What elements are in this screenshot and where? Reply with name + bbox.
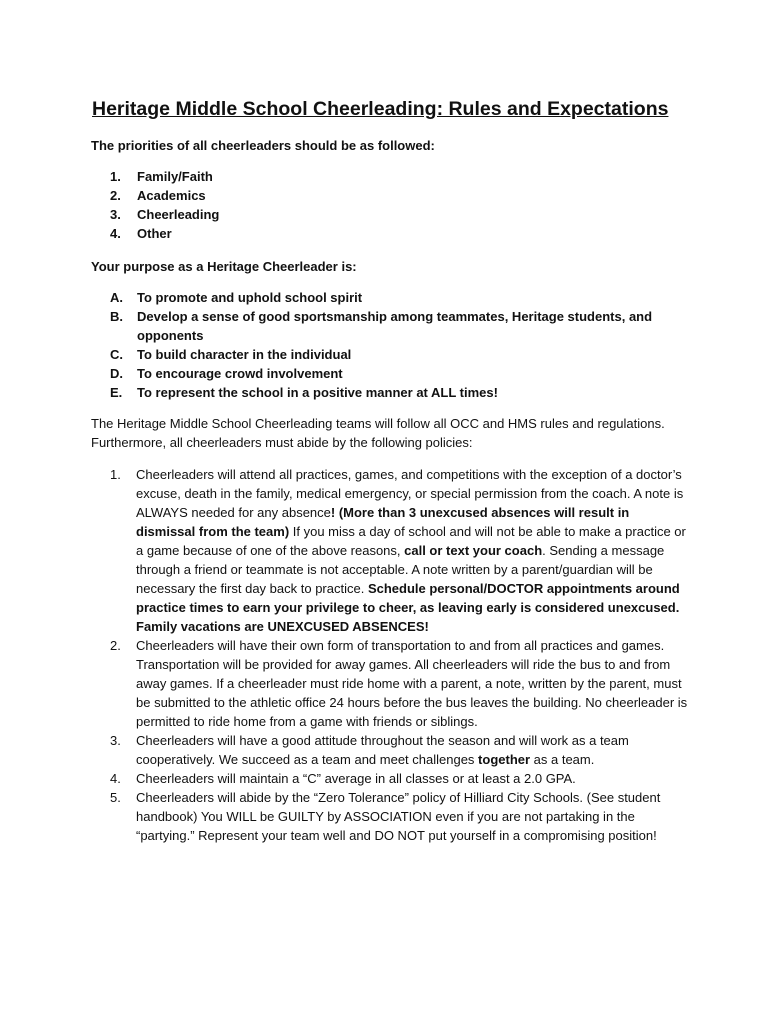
list-marker: 1. xyxy=(110,169,121,184)
list-marker: 5. xyxy=(110,790,121,805)
policy-item xyxy=(110,636,690,731)
priority-item xyxy=(110,167,219,186)
policy-text: Cheerleaders will abide by the “Zero Tolerance” policy of Hilliard City Schools. (See student handbook) You WILL be GUILTY by ASSOCIATION even if you are not partaking in the “partying.” Represent your team well and DO NOT put yourself in a compromising position! xyxy=(136,790,661,843)
priority-item xyxy=(110,224,219,243)
policy-text-part: as a team. xyxy=(530,752,595,767)
purpose-item xyxy=(110,288,670,307)
list-marker: 2. xyxy=(110,188,121,203)
purpose-item xyxy=(110,345,670,364)
list-item-text: Cheerleading xyxy=(137,207,220,222)
policy-text-bold: together xyxy=(478,752,531,767)
list-item-text: To encourage crowd involvement xyxy=(137,366,343,381)
list-item-text: To represent the school in a positive manner at ALL times! xyxy=(137,385,498,400)
purpose-item xyxy=(110,364,670,383)
policy-text-part: Cheerleaders will have a good attitude throughout the season and will work as a team cooperatively. We succeed as a team and meet challenges xyxy=(136,733,629,767)
list-marker: 3. xyxy=(110,733,121,748)
policy-text-bold: ! (More than 3 unexcused absences will result in dismissal from the team) xyxy=(136,505,630,539)
policy-text-part: If you miss a day of school and will not be able to make a practice or a game because of one of the above reasons, xyxy=(136,524,686,558)
list-marker: D. xyxy=(110,366,123,381)
priorities-list xyxy=(110,167,219,243)
list-marker: B. xyxy=(110,309,123,324)
policy-text-bold: Schedule personal/DOCTOR appointments around practice times to earn your privilege to cheer, as leaving early is considered unexcused. Family vacations are UNEXCUSED ABSENCES! xyxy=(136,581,680,634)
list-marker: A. xyxy=(110,290,123,305)
list-marker: E. xyxy=(110,385,123,400)
list-item-text: To build character in the individual xyxy=(137,347,352,362)
policy-item xyxy=(110,731,690,769)
policy-text-part: . Sending a message through a friend or teammate is not acceptable. A note written by a parent/guardian will be necessary the first day back to practice. xyxy=(136,543,665,596)
priority-item xyxy=(110,205,219,224)
list-item-text: Develop a sense of good sportsmanship among teammates, Heritage students, and opponents xyxy=(137,309,653,343)
list-marker: 4. xyxy=(110,771,121,786)
document-title: Heritage Middle School Cheerleading: Rules and Expectations xyxy=(92,98,669,120)
purpose-heading: Your purpose as a Heritage Cheerleader is: xyxy=(91,259,357,274)
policy-item xyxy=(110,788,690,845)
list-marker: 2. xyxy=(110,638,121,653)
policy-text xyxy=(136,465,690,636)
list-marker: 3. xyxy=(110,207,121,222)
policy-text: Cheerleaders will have their own form of transportation to and from all practices and games. Transportation will be provided for away games. All cheerleaders will ride the bus to and from away games. If a cheerleader must ride home with a parent, a note, written by the parent, must be submitted to the athletic office 24 hours before the bus leaves the building. No cheerleader is permitted to ride home from a game with friends or siblings. xyxy=(136,638,688,729)
purpose-list xyxy=(110,288,670,402)
policy-text: Cheerleaders will maintain a “C” average in all classes or at least a 2.0 GPA. xyxy=(136,771,576,786)
priorities-heading: The priorities of all cheerleaders should be as followed: xyxy=(91,138,435,153)
priority-item xyxy=(110,186,219,205)
intro-paragraph: The Heritage Middle School Cheerleading teams will follow all OCC and HMS rules and regulations. Furthermore, all cheerleaders must abide by the following policies: xyxy=(91,416,665,450)
list-item-text: Family/Faith xyxy=(137,169,213,184)
policy-item xyxy=(110,769,690,788)
list-marker: 4. xyxy=(110,226,121,241)
policy-item xyxy=(110,465,690,636)
policy-text-part: Cheerleaders will attend all practices, games, and competitions with the exception of a doctor’s excuse, death in the family, medical emergency, or special permission from the coach. A note is ALWAYS needed for any absence xyxy=(136,467,684,520)
list-item-text: Other xyxy=(137,226,172,241)
list-marker: C. xyxy=(110,347,123,362)
list-item-text: To promote and uphold school spirit xyxy=(137,290,363,305)
list-item-text: Academics xyxy=(137,188,206,203)
policy-text xyxy=(136,731,690,769)
policies-list xyxy=(110,465,690,845)
purpose-item xyxy=(110,383,670,402)
list-marker: 1. xyxy=(110,467,121,482)
purpose-item xyxy=(110,307,670,345)
policy-text-bold: call or text your coach xyxy=(404,543,543,558)
